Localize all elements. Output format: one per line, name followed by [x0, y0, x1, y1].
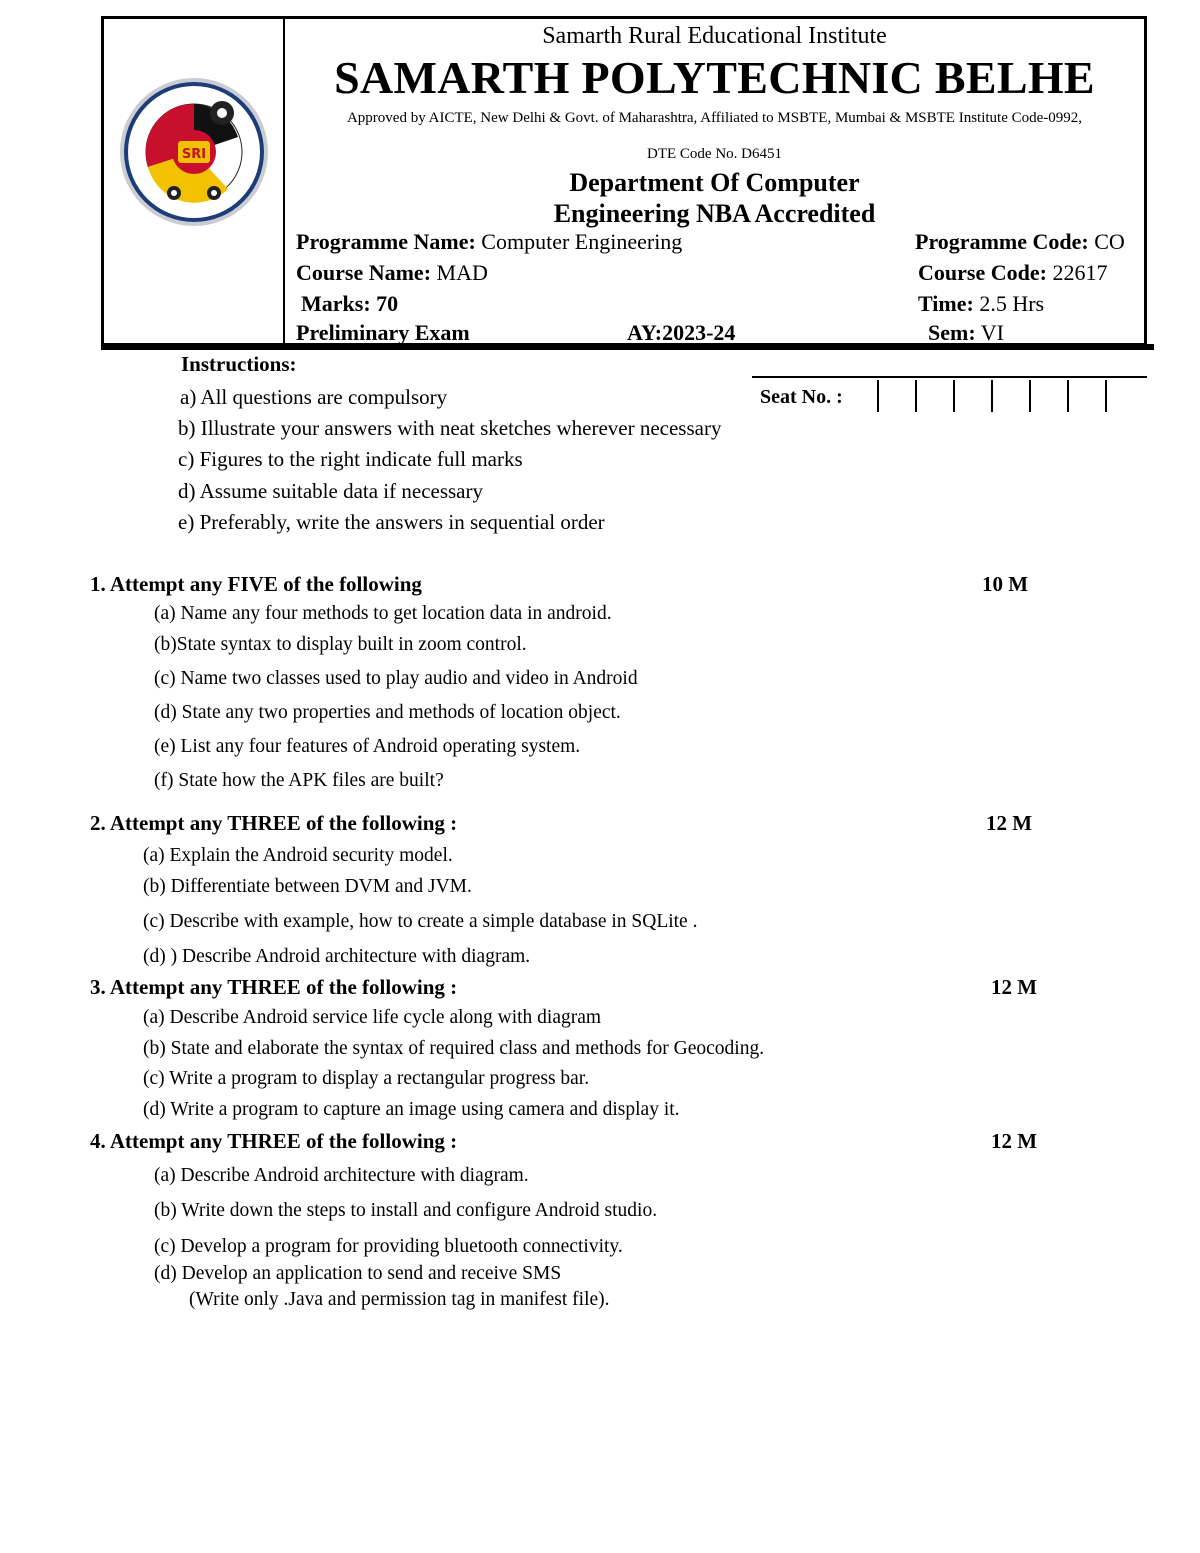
- question-item: (d) ) Describe Android architecture with diagram.: [143, 946, 531, 967]
- course-name: Course Name: MAD: [296, 260, 488, 285]
- seat-box-divider: [991, 380, 993, 412]
- question-item: (b) State and elaborate the syntax of required class and methods for Geocoding.: [143, 1038, 765, 1059]
- question-item: (c) Develop a program for providing bluetooth connectivity.: [154, 1236, 623, 1257]
- question-item: (c) Write a program to display a rectangular progress bar.: [143, 1068, 590, 1089]
- institute-logo-icon: [118, 77, 270, 227]
- dte-code: DTE Code No. D6451: [647, 146, 782, 162]
- question-item: (a) Name any four methods to get location data in android.: [154, 603, 612, 624]
- approval-text: Approved by AICTE, New Delhi & Govt. of Maharashtra, Affiliated to MSBTE, Mumbai & MSBTE Institute Code-0992,: [346, 110, 1083, 126]
- seat-box-divider: [915, 380, 917, 412]
- department-name: Department Of Computer Engineering NBA Accredited: [553, 168, 876, 228]
- question-marks: 12 M: [986, 811, 1033, 835]
- question-heading: 3. Attempt any THREE of the following :: [90, 975, 458, 999]
- question-item: (e) List any four features of Android operating system.: [154, 736, 581, 757]
- question-heading: 2. Attempt any THREE of the following :: [90, 811, 458, 835]
- question-heading: 1. Attempt any FIVE of the following: [90, 572, 422, 596]
- question-item: (f) State how the APK files are built?: [154, 770, 444, 791]
- logo-emblem-text: SRI: [181, 147, 207, 162]
- question-marks: 12 M: [991, 1129, 1038, 1153]
- institute-name: Samarth Rural Educational Institute: [542, 23, 887, 49]
- seat-box-divider: [877, 380, 879, 412]
- question-item: (b)State syntax to display built in zoom control.: [154, 634, 527, 655]
- instructions-title: Instructions:: [181, 352, 297, 376]
- programme-name: Programme Name: Computer Engineering: [296, 229, 683, 254]
- total-marks: Marks: 70: [301, 291, 399, 316]
- instruction-item: b) Illustrate your answers with neat sketches wherever necessary: [178, 416, 722, 440]
- college-name: SAMARTH POLYTECHNIC BELHE: [334, 52, 1095, 103]
- question-item-note: (Write only .Java and permission tag in manifest file).: [189, 1289, 610, 1310]
- question-marks: 10 M: [982, 572, 1029, 596]
- question-marks: 12 M: [991, 975, 1038, 999]
- question-item: (b) Write down the steps to install and configure Android studio.: [154, 1200, 658, 1221]
- seat-box-divider: [1029, 380, 1031, 412]
- seat-box-divider: [1067, 380, 1069, 412]
- question-item: (a) Explain the Android security model.: [143, 845, 453, 866]
- programme-code: Programme Code: CO: [915, 229, 1125, 254]
- question-item: (a) Describe Android service life cycle along with diagram: [143, 1007, 602, 1028]
- exam-name: Preliminary Exam: [296, 320, 470, 345]
- instruction-item: d) Assume suitable data if necessary: [178, 479, 483, 503]
- exam-time: Time: 2.5 Hrs: [918, 291, 1045, 316]
- instruction-item: c) Figures to the right indicate full marks: [178, 447, 523, 471]
- question-item: (c) Describe with example, how to create a simple database in SQLite .: [143, 911, 698, 932]
- instruction-item: a) All questions are compulsory: [180, 385, 448, 409]
- course-code: Course Code: 22617: [918, 260, 1108, 285]
- seat-box-divider: [953, 380, 955, 412]
- seat-number-label: Seat No. :: [760, 386, 843, 408]
- seat-box-divider: [1105, 380, 1107, 412]
- logo-column: [104, 19, 285, 343]
- academic-year: AY:2023-24: [627, 320, 736, 345]
- question-item: (c) Name two classes used to play audio and video in Android: [154, 668, 638, 689]
- question-heading: 4. Attempt any THREE of the following :: [90, 1129, 458, 1153]
- semester: Sem: VI: [928, 320, 1004, 345]
- question-item: (a) Describe Android architecture with diagram.: [154, 1165, 529, 1186]
- question-item: (b) Differentiate between DVM and JVM.: [143, 876, 472, 897]
- question-item: (d) Develop an application to send and receive SMS: [154, 1263, 562, 1284]
- seat-rule: [752, 376, 1147, 378]
- question-item: (d) State any two properties and methods of location object.: [154, 702, 621, 723]
- question-item: (d) Write a program to capture an image using camera and display it.: [143, 1099, 680, 1120]
- instruction-item: e) Preferably, write the answers in sequential order: [178, 510, 605, 534]
